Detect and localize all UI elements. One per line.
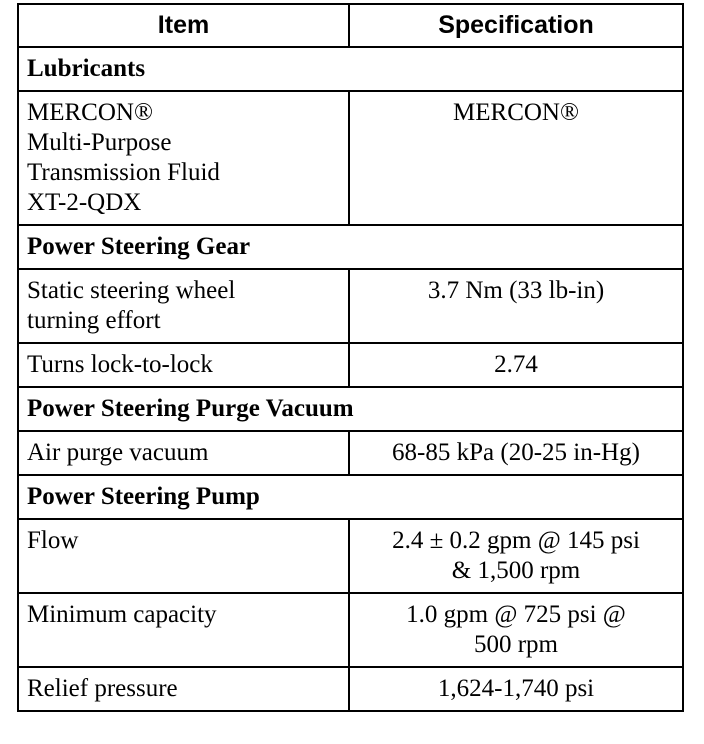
table-row: [18, 667, 683, 711]
table-row: [18, 593, 683, 667]
spec-text-line: 1.0 gpm @ 725 psi @: [406, 601, 626, 628]
item-cell: [18, 431, 349, 475]
spec-cell: [349, 269, 683, 343]
section-row: [18, 225, 683, 269]
table-row: [18, 91, 683, 225]
item-text-line: Transmission Fluid: [27, 159, 220, 186]
header-row: [18, 4, 683, 47]
spec-cell: [349, 667, 683, 711]
table-body: [18, 47, 683, 711]
item-text-line: Minimum capacity: [27, 601, 217, 628]
section-row: [18, 475, 683, 519]
section-title: Lubricants: [18, 47, 683, 91]
spec-text-line: MERCON®: [453, 99, 579, 126]
item-text-line: Turns lock-to-lock: [27, 351, 213, 378]
table-row: [18, 269, 683, 343]
item-text-line: Relief pressure: [27, 675, 178, 702]
spec-text-line: 500 rpm: [473, 631, 559, 658]
section-row: [18, 387, 683, 431]
item-cell: [18, 519, 349, 593]
spec-cell: [349, 431, 683, 475]
specification-table: [17, 3, 684, 712]
section-title: Power Steering Pump: [18, 475, 683, 519]
spec-text-line: 3.7 Nm (33 lb-in): [427, 277, 605, 304]
item-cell: [18, 593, 349, 667]
spec-text-line: 2.4 ± 0.2 gpm @ 145 psi: [392, 527, 640, 554]
item-text-line: Multi-Purpose: [27, 129, 172, 156]
spec-cell: [349, 593, 683, 667]
item-column-header: Item: [18, 4, 349, 47]
section-title: Power Steering Purge Vacuum: [18, 387, 683, 431]
spec-cell: [349, 519, 683, 593]
table-row: [18, 431, 683, 475]
item-cell: [18, 667, 349, 711]
item-text-line: Flow: [27, 527, 79, 554]
table-row: [18, 343, 683, 387]
spec-cell: [349, 343, 683, 387]
item-cell: [18, 269, 349, 343]
item-cell: [18, 91, 349, 225]
section-row: [18, 47, 683, 91]
section-title: Power Steering Gear: [18, 225, 683, 269]
item-cell: [18, 343, 349, 387]
item-text-line: Air purge vacuum: [27, 439, 209, 466]
spec-text-line: 68-85 kPa (20-25 in-Hg): [392, 439, 640, 466]
item-text-line: Static steering wheel: [27, 277, 236, 304]
item-text-line: XT-2-QDX: [27, 189, 142, 216]
spec-text-line: & 1,500 rpm: [451, 557, 581, 584]
table-row: [18, 519, 683, 593]
spec-text-line: 2.74: [494, 351, 538, 378]
spec-text-line: 1,624-1,740 psi: [437, 675, 595, 702]
spec-cell: [349, 91, 683, 225]
item-text-line: turning effort: [27, 307, 161, 334]
specification-column-header: Specification: [349, 4, 683, 47]
item-text-line: MERCON®: [27, 99, 153, 126]
